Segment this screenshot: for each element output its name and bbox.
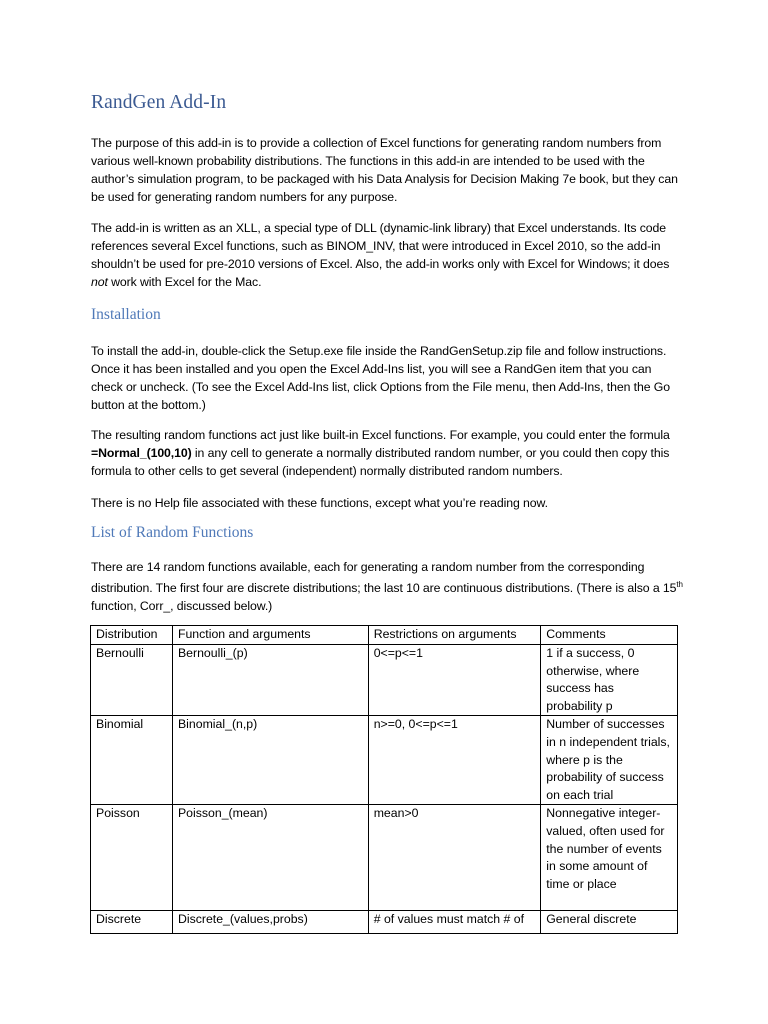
install-p2-formula: =Normal_(100,10) — [91, 446, 192, 460]
cell-restrictions: 0<=p<=1 — [368, 645, 541, 716]
random-functions-table — [90, 625, 678, 934]
installation-paragraph-1: To install the add-in, double-click the Setup.exe file inside the RandGenSetup.zip file and follow instructions. Once it has been installed and you open the Excel Add-Ins list, you will see a RandGen item that you can check or uncheck. (To see the Excel Add-Ins list, click Options from the File menu, then Add-Ins, then the Go button at the bottom.) — [91, 344, 670, 412]
table-row — [91, 911, 678, 934]
intro-paragraph-2 — [91, 219, 686, 291]
installation-paragraph-3: There is no Help file associated with these functions, except what you’re reading now. — [91, 496, 548, 510]
installation-paragraph-2 — [91, 426, 686, 480]
header-function: Function and arguments — [172, 626, 368, 645]
header-comments: Comments — [541, 626, 678, 645]
cell-comments: General discrete — [541, 911, 678, 934]
cell-restrictions: mean>0 — [368, 805, 541, 911]
cell-comments: Nonnegative integer-valued, often used for the number of events in some amount of time or place — [541, 805, 678, 911]
install-p2-text-b: in any cell to generate a normally distributed random number, or you could then copy this formula to other cells to get several (independent) normally distributed random numbers. — [91, 446, 670, 478]
cell-distribution: Poisson — [91, 805, 173, 911]
cell-function: Bernoulli_(p) — [172, 645, 368, 716]
table-row — [91, 645, 678, 716]
intro-paragraph-1: The purpose of this add-in is to provide a collection of Excel functions for generating random numbers from various well-known probability distributions. The functions in this add-in are intended to be used with the author’s simulation program, to be packaged with his Data Analysis for Decision Making 7e book, but they can be used for generating random numbers for any purpose. — [91, 136, 678, 204]
intro-p2-text-b: work with Excel for the Mac. — [107, 275, 262, 289]
cell-comments: 1 if a success, 0 otherwise, where success has probability p — [541, 645, 678, 716]
header-distribution: Distribution — [91, 626, 173, 645]
table-header-row — [91, 626, 678, 645]
install-p2-text-a: The resulting random functions act just like built-in Excel functions. For example, you could enter the formula — [91, 428, 670, 442]
intro-p2-text-a: The add-in is written as an XLL, a special type of DLL (dynamic-link library) that Excel understands. Its code references several Excel functions, such as BINOM_INV, that were introduced in Excel 2010, so the add-in shouldn’t be used for pre-2010 versions of Excel. Also, the add-in works only with Excel for Windows; it does — [91, 221, 670, 271]
cell-distribution: Discrete — [91, 911, 173, 934]
cell-function: Poisson_(mean) — [172, 805, 368, 911]
functions-heading: List of Random Functions — [91, 524, 254, 541]
functions-p1-sup: th — [676, 580, 683, 589]
cell-distribution: Binomial — [91, 716, 173, 805]
document-title: RandGen Add-In — [91, 92, 227, 113]
functions-p1-text-a: There are 14 random functions available, each for generating a random number from the corresponding distribution. The first four are discrete distributions; the last 10 are continuous distributions. (There is also a 15 — [91, 560, 677, 596]
cell-distribution: Bernoulli — [91, 645, 173, 716]
intro-p2-emphasis: not — [91, 275, 108, 289]
functions-paragraph-1 — [91, 558, 686, 615]
functions-p1-text-b: function, Corr_, discussed below.) — [91, 599, 273, 614]
cell-function: Binomial_(n,p) — [172, 716, 368, 805]
cell-comments: Number of successes in n independent trials, where p is the probability of success on each trial — [541, 716, 678, 805]
cell-restrictions: # of values must match # of — [368, 911, 541, 934]
table-row — [91, 805, 678, 911]
cell-restrictions: n>=0, 0<=p<=1 — [368, 716, 541, 805]
table-row — [91, 716, 678, 805]
header-restrictions: Restrictions on arguments — [368, 626, 541, 645]
installation-heading: Installation — [91, 306, 161, 323]
cell-function: Discrete_(values,probs) — [172, 911, 368, 934]
